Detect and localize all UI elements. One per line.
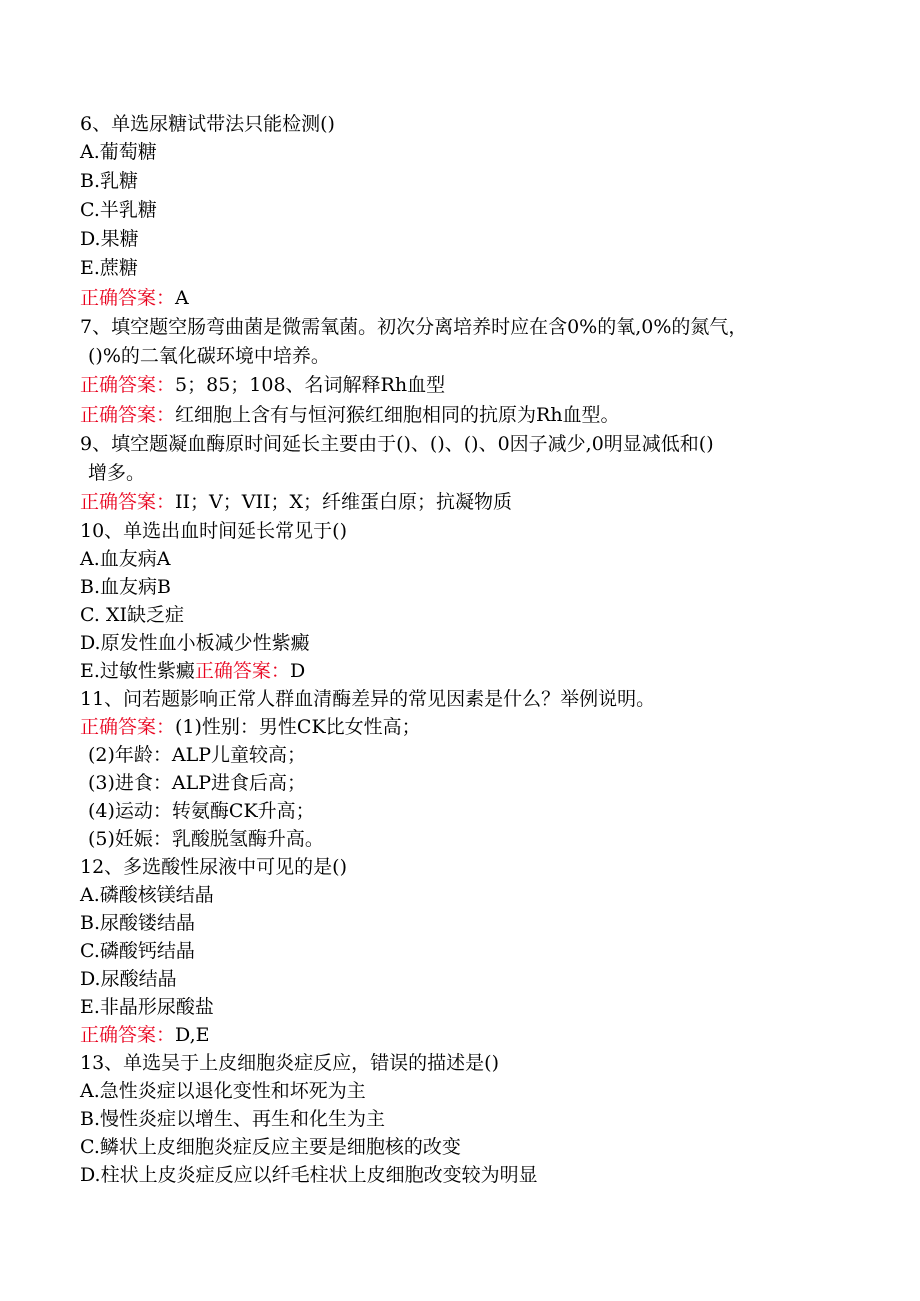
question-10: 10、单选出血时间延长常见于(): [80, 520, 348, 542]
option-b: B.血友病B: [80, 576, 171, 598]
option-b: B.乳糖: [80, 170, 139, 192]
answer-11: [80, 715, 421, 739]
answer-7: [80, 373, 445, 397]
answer-label: 正确答案：: [80, 374, 176, 396]
option-c: C. XI缺乏症: [80, 604, 184, 626]
question-11: 11、问若题影响正常人群血清酶差异的常见因素是什么？举例说明。: [80, 688, 656, 710]
question-9: 9、填空题凝血酶原时间延长主要由于()、()、()、0因子减少,0明显减低和(): [80, 433, 714, 455]
option-c: C.磷酸钙结晶: [80, 940, 195, 962]
answer-label: 正确答案：: [80, 716, 176, 738]
option-c: C.鳞状上皮细胞炎症反应主要是细胞核的改变: [80, 1136, 461, 1158]
option-d: D.柱状上皮炎症反应以纤毛柱状上皮细胞改变较为明显: [80, 1164, 538, 1186]
answer-value: 5；85；108、名词解释Rh血型: [175, 374, 446, 396]
answer-8: [80, 403, 620, 427]
answer-9: [80, 490, 512, 514]
question-9-cont: 增多。: [88, 462, 146, 484]
option-a: A.血友病A: [80, 548, 171, 570]
option-e: E.蔗糖: [80, 257, 138, 279]
answer-value: (1)性别：男性CK比女性高；: [175, 716, 421, 738]
answer-label: 正确答案：: [80, 1024, 176, 1046]
option-a: A.磷酸核镁结晶: [80, 884, 214, 906]
option-d: D.果糖: [80, 228, 139, 250]
answer-11-item-3: (3)进食：ALP进食后高；: [88, 772, 307, 794]
question-7: 7、填空题空肠弯曲菌是微需氧菌。初次分离培养时应在含0%的氧,0%的氮气，: [80, 316, 748, 338]
option-a: A.急性炎症以退化变性和坏死为主: [80, 1080, 366, 1102]
option-e-with-answer: E.过敏性紫癜正确答案：D: [80, 660, 306, 682]
option-b: B.慢性炎症以增生、再生和化生为主: [80, 1108, 386, 1130]
option-e: E.非晶形尿酸盐: [80, 996, 214, 1018]
answer-value: D,E: [175, 1024, 210, 1046]
question-12: 12、多选酸性尿液中可见的是(): [80, 856, 348, 878]
option-d: D.尿酸结晶: [80, 968, 177, 990]
question-13: 13、单选吴于上皮细胞炎症反应，错误的描述是(): [80, 1052, 500, 1074]
answer-11-item-5: (5)妊娠：乳酸脱氢酶升高。: [88, 828, 324, 850]
answer-11-item-2: (2)年龄：ALP儿童较高；: [88, 744, 307, 766]
option-c: C.半乳糖: [80, 199, 157, 221]
answer-label: 正确答案：: [80, 491, 176, 513]
option-d: D.原发性血小板减少性紫癜: [80, 632, 310, 654]
answer-label: 正确答案：: [80, 404, 176, 426]
answer-value: D: [289, 660, 306, 682]
answer-value: A: [175, 287, 189, 309]
answer-value: II；V；VII；X；纤维蛋白原；抗凝物质: [175, 491, 513, 513]
answer-11-item-4: (4)运动：转氨酶CK升高；: [88, 800, 315, 822]
answer-6: [80, 286, 189, 310]
question-6: 6、单选尿糖试带法只能检测(): [80, 113, 335, 135]
answer-12: [80, 1023, 209, 1047]
answer-label: 正确答案：: [80, 287, 176, 309]
option-a: A.葡萄糖: [80, 141, 157, 163]
option-b: B.尿酸镂结晶: [80, 912, 196, 934]
answer-label: 正确答案：: [194, 660, 290, 682]
question-7-cont: ()%的二氧化碳环境中培养。: [88, 345, 330, 367]
answer-value: 红细胞上含有与恒河猴红细胞相同的抗原为Rh血型。: [175, 404, 620, 426]
